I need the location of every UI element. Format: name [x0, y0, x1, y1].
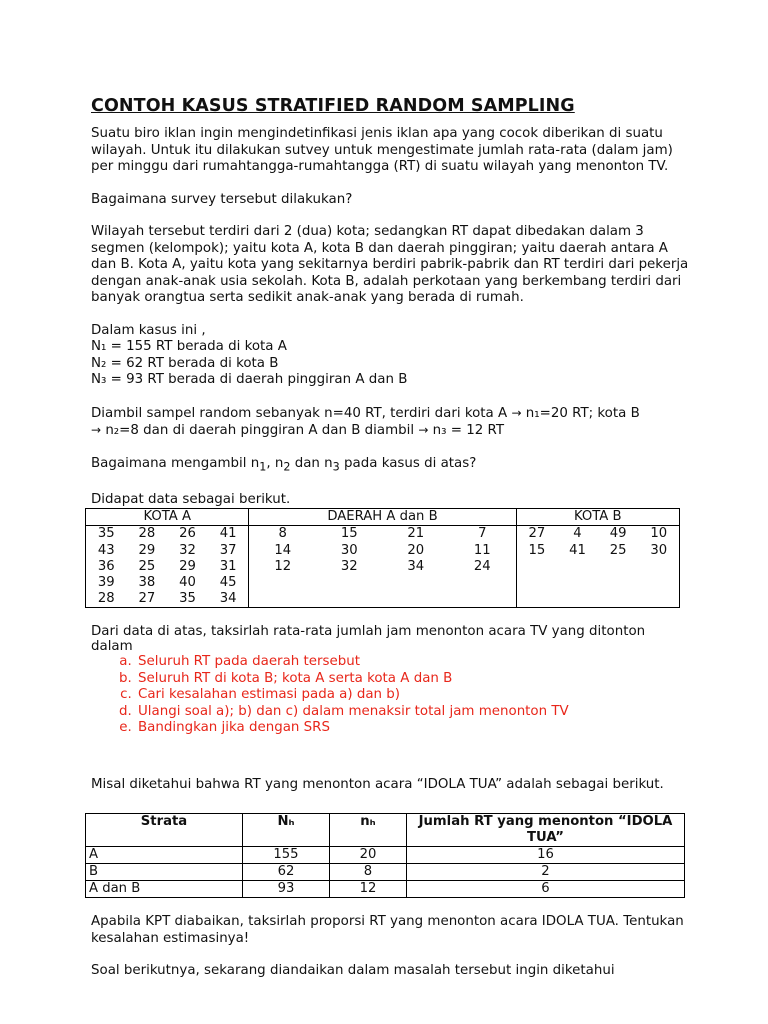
column-header: Strata — [86, 814, 243, 847]
table-cell: 29 — [138, 542, 156, 558]
table-cell — [449, 575, 516, 591]
intro-paragraph: Suatu biro iklan ingin mengindetinfikasi jenis iklan apa yang cocok diberikan di suatu wilayah. Untuk itu dilakukan sutvey untuk mengestimate jumlah rata-rata (dalam jam) per minggu dari rumahtangga-rumahtangga (RT) di suatu wilayah yang menonton TV. — [91, 126, 673, 174]
table-cell — [638, 575, 679, 591]
table-cell: 21 — [407, 526, 425, 542]
table-cell: 41 — [219, 526, 237, 542]
table-cell — [598, 575, 639, 591]
case-intro: Dalam kasus ini , — [91, 322, 206, 338]
data-table — [85, 508, 680, 608]
table-cell — [249, 575, 316, 591]
region-description: Wilayah tersebut terdiri dari 2 (dua) kota; sedangkan RT dapat dibedakan dalam 3 segmen (kelompok); yaitu kota A, kota B dan daerah pinggiran; yaitu daerah antara A dan B. Kota A, yaitu kota yang sekitarnya berdiri pabrik-pabrik dan RT terdiri dari pekerja dengan anak-anak usia sekolah. Kota B, adalah perkotaan yang berkembang terdiri dari banyak orangtua serta sedikit anak-anak yang berada di rumah. — [91, 224, 689, 305]
table-cell: 15 — [528, 542, 546, 558]
table-cell: 25 — [138, 558, 156, 574]
table-cell: 4 — [573, 526, 582, 542]
table-cell: 27 — [138, 591, 156, 607]
table-row: A dan B 93 12 6 — [86, 881, 685, 898]
tasks-intro: Dari data di atas, taksirlah rata-rata jumlah jam menonton acara TV yang ditonton dalam — [91, 624, 646, 655]
table-cell — [249, 591, 316, 607]
table-cell: 15 — [340, 526, 358, 542]
table-cell: 35 — [179, 591, 196, 607]
table-cell — [316, 591, 383, 607]
task-item: b. Seluruh RT di kota B; kota A serta kota A dan B — [136, 671, 691, 688]
sampling-question: Bagaimana mengambil $n_1$, $n_2$ dan $n_3$ pada kasus di atas? — [91, 455, 477, 474]
table-cell: 30 — [340, 542, 358, 558]
document-title: CONTOH KASUS STRATIFIED RANDOM SAMPLING — [91, 96, 575, 116]
table-row — [86, 575, 248, 591]
arrow-icon: → — [511, 405, 522, 420]
table-cell — [316, 575, 383, 591]
kpt-paragraph: Apabila KPT diabaikan, taksirlah proporsi RT yang menonton acara IDOLA TUA. Tentukan kesalahan estimasinya! — [91, 914, 684, 946]
table-cell — [557, 591, 598, 607]
table-cell: 29 — [179, 558, 196, 574]
table-cell: 45 — [219, 574, 237, 590]
table-cell: 43 — [97, 542, 115, 558]
document-page — [91, 96, 691, 996]
table-cell: 38 — [138, 574, 156, 590]
table-row — [517, 591, 679, 607]
table-row — [86, 526, 248, 542]
population-list — [91, 323, 691, 389]
column-header: DAERAH A dan B — [249, 509, 516, 526]
table-row: A 155 20 16 — [86, 847, 685, 864]
table-cell: 7 — [478, 526, 487, 542]
column-header: Jumlah RT yang menonton “IDOLA TUA” — [407, 814, 685, 847]
table-cell: 30 — [650, 542, 668, 558]
arrow-icon: → — [418, 423, 429, 437]
table-cell — [517, 559, 558, 575]
table-cell: 34 — [219, 591, 237, 607]
table-cell: 27 — [528, 526, 546, 542]
table-cell — [383, 591, 450, 607]
table-row — [517, 543, 679, 559]
table-cell: 28 — [138, 526, 156, 542]
sample-description: Diambil sampel random sebanyak n=40 RT, terdiri dari kota A → n₁=20 RT; kota B → n₂=8 dan di daerah pinggiran A dan B diambil → n₃ = 12 RT — [91, 405, 640, 438]
column-header: KOTA A — [86, 509, 249, 526]
table-row — [249, 591, 515, 607]
table-cell: 41 — [569, 542, 586, 558]
table-cell: 34 — [407, 558, 425, 574]
table-cell: 32 — [340, 558, 358, 574]
table-cell: 8 — [278, 526, 287, 542]
population-item: N₃ = 93 RT berada di daerah pinggiran A dan B — [91, 372, 408, 387]
population-item: N₁ = 155 RT berada di kota A — [91, 339, 287, 354]
table-cell: 24 — [473, 558, 491, 574]
table-row — [517, 559, 679, 575]
survey-question: Bagaimana survey tersebut dilakukan? — [91, 191, 353, 207]
table-cell — [557, 559, 598, 575]
table-cell: 36 — [97, 558, 115, 574]
table-row — [86, 591, 248, 607]
table-row: B 62 8 2 — [86, 864, 685, 881]
table-row — [249, 543, 515, 559]
table-row — [517, 575, 679, 591]
task-item: a. Seluruh RT pada daerah tersebut — [136, 654, 691, 671]
table-cell: 14 — [274, 542, 292, 558]
data-intro: Didapat data sebagai berikut. — [91, 491, 291, 507]
table-row — [249, 559, 515, 575]
daerah-ab-values — [249, 526, 516, 608]
table-cell: 35 — [97, 526, 115, 542]
kota-b-values — [516, 526, 679, 608]
table-cell — [517, 591, 558, 607]
kota-a-values — [86, 526, 249, 608]
table-row — [517, 526, 679, 542]
table-cell — [449, 591, 516, 607]
table-cell: 28 — [97, 591, 115, 607]
column-header: KOTA B — [516, 509, 679, 526]
task-item: c. Cari kesalahan estimasi pada a) dan b) — [136, 687, 691, 704]
table-cell: 32 — [179, 542, 196, 558]
table-cell: 11 — [473, 542, 491, 558]
table-cell: 39 — [97, 574, 115, 590]
table-cell: 12 — [274, 558, 292, 574]
next-question: Soal berikutnya, sekarang diandaikan dalam masalah tersebut ingin diketahui — [91, 963, 615, 979]
table-row — [86, 543, 248, 559]
task-list — [91, 654, 691, 737]
table-cell: 10 — [650, 526, 668, 542]
task-item: d. Ulangi soal a); b) dan c) dalam menaksir total jam menonton TV — [136, 704, 691, 721]
table-cell — [638, 591, 679, 607]
strata-table — [85, 813, 685, 898]
idola-intro: Misal diketahui bahwa RT yang menonton acara “IDOLA TUA” adalah sebagai berikut. — [91, 776, 664, 792]
table-cell — [638, 559, 679, 575]
table-cell — [517, 575, 558, 591]
table-cell — [598, 591, 639, 607]
column-header: Nₕ — [243, 814, 330, 847]
table-cell: 20 — [407, 542, 425, 558]
table-cell: 31 — [219, 558, 237, 574]
table-row — [249, 526, 515, 542]
table-cell: 37 — [219, 542, 237, 558]
arrow-icon: → — [91, 423, 102, 437]
population-item: N₂ = 62 RT berada di kota B — [91, 355, 279, 371]
table-cell: 26 — [179, 526, 196, 542]
table-cell: 49 — [609, 526, 627, 542]
table-cell — [598, 559, 639, 575]
table-row — [86, 559, 248, 575]
table-cell: 25 — [609, 542, 627, 558]
table-cell — [557, 575, 598, 591]
table-cell — [383, 575, 450, 591]
table-cell: 40 — [179, 574, 196, 590]
task-item: e. Bandingkan jika dengan SRS — [136, 720, 691, 737]
table-row — [249, 575, 515, 591]
column-header: nₕ — [330, 814, 407, 847]
